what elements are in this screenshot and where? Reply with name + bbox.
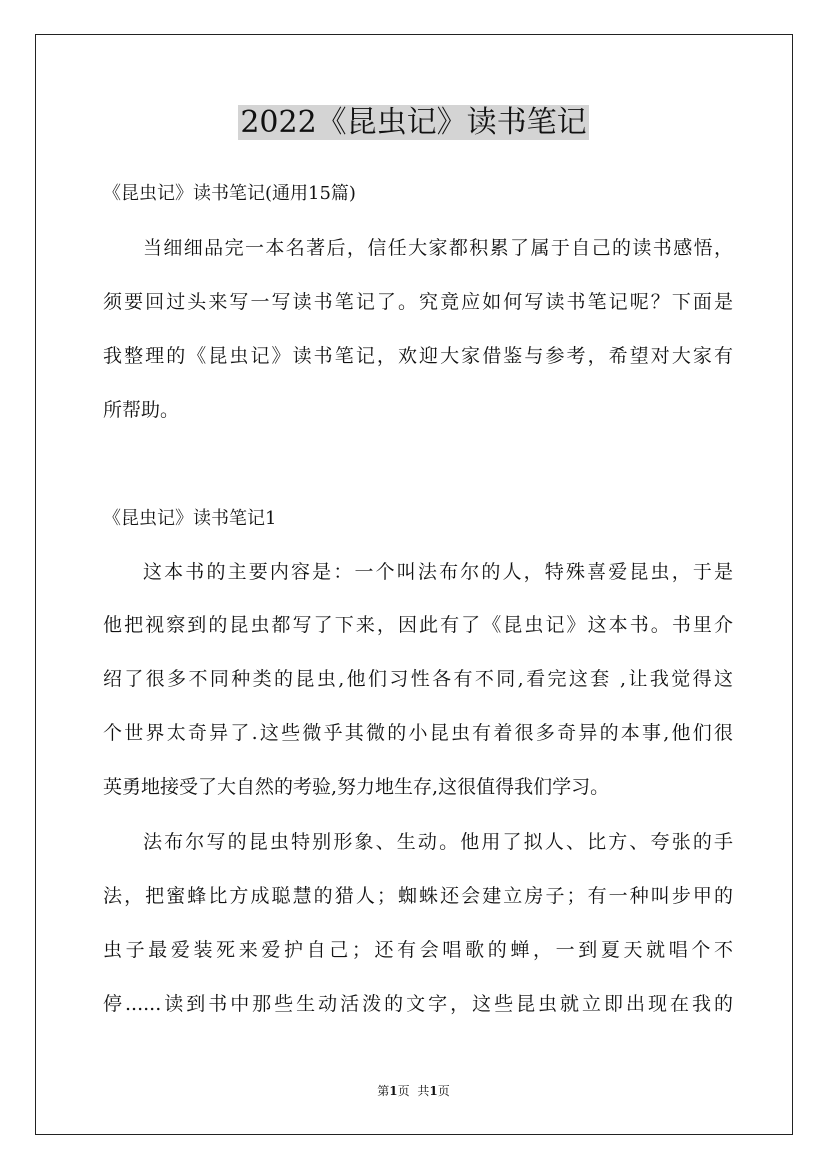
footer-page-number: 1	[389, 1084, 398, 1098]
section-1-para-1-line-4: 个世界太奇异了.这些微乎其微的小昆虫有着很多奇异的本事,他们很	[103, 722, 733, 744]
section-1-para-2-line-3: 虫子最爱装死来爱护自己；还有会唱歌的蝉，一到夏天就唱个不	[103, 939, 733, 961]
intro-line-1: 当细细品完一本名著后，信任大家都积累了属于自己的读书感悟，	[143, 237, 733, 259]
section-1-para-2-line-4: 停......读到书中那些生动活泼的文字，这些昆虫就立即出现在我的	[103, 993, 733, 1015]
footer-total-number: 1	[429, 1084, 438, 1098]
footer-total-suffix: 页	[437, 1084, 450, 1098]
page-footer	[0, 1083, 827, 1099]
section-1-para-1-line-3: 绍了很多不同种类的昆虫,他们习性各有不同,看完这套 ,让我觉得这	[103, 668, 733, 690]
section-1-para-1-line-2: 他把视察到的昆虫都写了下来，因此有了《昆虫记》这本书。书里介	[103, 614, 733, 636]
footer-page-suffix: 页	[397, 1084, 410, 1098]
intro-line-4: 所帮助。	[103, 399, 180, 421]
footer-page-prefix: 第	[377, 1084, 390, 1098]
section-1-para-1-line-5: 英勇地接受了大自然的考验,努力地生存,这很值得我们学习。	[103, 776, 610, 798]
intro-line-3: 我整理的《昆虫记》读书笔记，欢迎大家借鉴与参考，希望对大家有	[103, 345, 733, 367]
footer-total-prefix: 共	[417, 1084, 430, 1098]
document-subtitle: 《昆虫记》读书笔记(通用15篇)	[103, 183, 356, 204]
section-1-para-2-line-1: 法布尔写的昆虫特别形象、生动。他用了拟人、比方、夸张的手	[143, 831, 733, 853]
section-1-heading: 《昆虫记》读书笔记1	[103, 508, 277, 529]
section-1-para-2-line-2: 法，把蜜蜂比方成聪慧的猎人；蜘蛛还会建立房子；有一种叫步甲的	[103, 885, 733, 907]
document-title-text: 2022《昆虫记》读书笔记	[240, 105, 587, 140]
intro-line-2: 须要回过头来写一写读书笔记了。究竟应如何写读书笔记呢？下面是	[103, 291, 733, 313]
section-1-para-1-line-1: 这本书的主要内容是：一个叫法布尔的人，特殊喜爱昆虫，于是	[143, 561, 733, 583]
document-title	[0, 101, 827, 145]
